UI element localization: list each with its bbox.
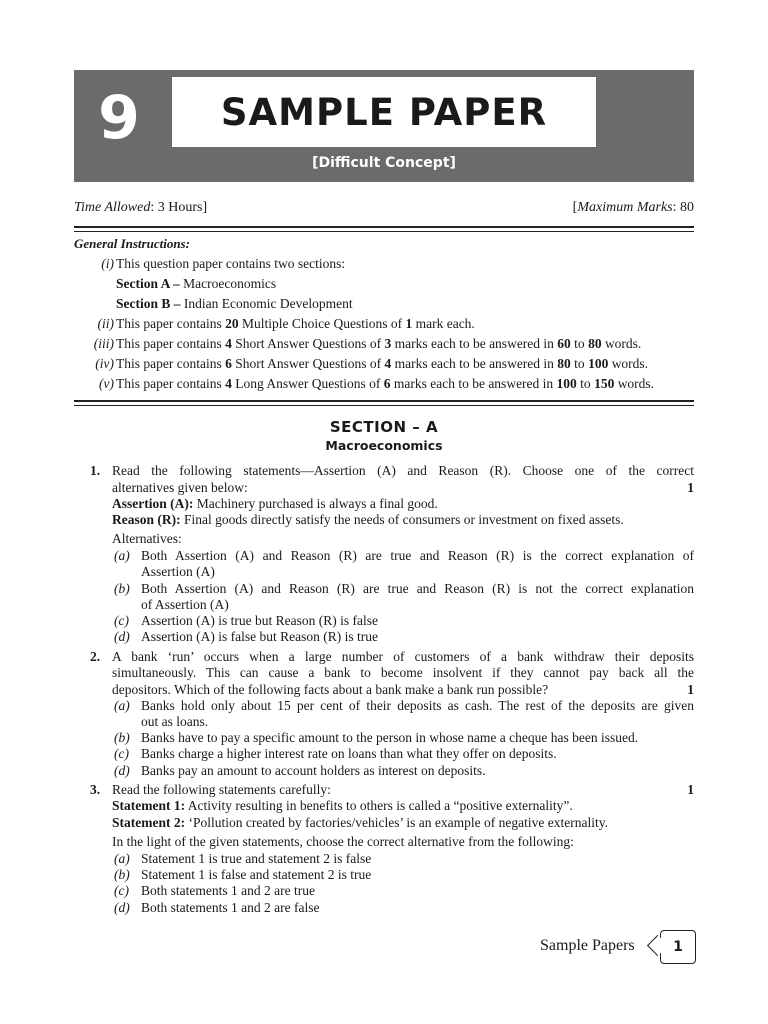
question-1-reason: Reason (R): Final goods directly satisfy the needs of consumers or investment on fixed assets.: [112, 512, 624, 527]
instruction-ii: (ii) This paper contains 20 Multiple Choice Questions of 1 mark each.: [97, 316, 475, 331]
option-letter: (d): [114, 763, 130, 778]
option-letter: (d): [114, 900, 130, 915]
option-text: Both statements 1 and 2 are true: [141, 883, 315, 898]
instruction-i: (i) This question paper contains two sections:: [101, 256, 346, 271]
option-text: Banks pay an amount to account holders as interest on deposits.: [141, 763, 486, 778]
time-allowed: Time Allowed: 3 Hours]: [74, 200, 208, 215]
option-letter: (b): [114, 730, 130, 745]
question-2-line: depositors. Which of the following facts about a bank make a bank run possible?: [112, 682, 549, 697]
question-1-mark: 1: [687, 480, 694, 495]
option-letter: (c): [114, 883, 129, 898]
question-3-number: 3.: [90, 782, 101, 797]
option-text: Statement 1 is false and statement 2 is true: [141, 867, 372, 882]
page-number: 1: [673, 939, 683, 955]
question-1-number: 1.: [90, 463, 101, 478]
question-2-mark: 1: [687, 682, 694, 697]
footer-label: Sample Papers: [540, 937, 635, 954]
question-3-statement-2: Statement 2: ‘Pollution created by factories/vehicles’ is an example of negative externality.: [112, 815, 608, 830]
option-text: Assertion (A): [141, 564, 215, 579]
question-1-line: alternatives given below:: [112, 480, 248, 495]
option-text: Assertion (A) is false but Reason (R) is true: [141, 629, 378, 644]
general-instructions-title: General Instructions:: [74, 236, 190, 251]
question-2-line: simultaneously. This can cause a bank to become insolvent if they cannot pay back all the: [112, 665, 694, 680]
option-letter: (c): [114, 746, 129, 761]
option-text: Banks have to pay a specific amount to the person in whose name a cheque has been issued.: [141, 730, 639, 745]
question-1-alternatives: Alternatives:: [112, 531, 182, 546]
option-letter: (c): [114, 613, 129, 628]
divider-top: [74, 226, 694, 232]
option-text: Statement 1 is true and statement 2 is false: [141, 851, 372, 866]
option-text: out as loans.: [141, 714, 209, 729]
maximum-marks: [Maximum Marks: 80: [572, 200, 694, 215]
page-title: SAMPLE PAPER: [220, 90, 548, 134]
question-3-statement-1: Statement 1: Activity resulting in benefits to others is called a “positive externality”.: [112, 798, 573, 813]
question-2-number: 2.: [90, 649, 101, 664]
option-text: Both Assertion (A) and Reason (R) are true and Reason (R) is not the correct explanation: [141, 581, 694, 596]
option-letter: (a): [114, 548, 130, 563]
option-text: Both statements 1 and 2 are false: [141, 900, 320, 915]
option-text: of Assertion (A): [141, 597, 229, 612]
title-box: [172, 77, 596, 147]
option-letter: (a): [114, 698, 130, 713]
paper-number: 9: [98, 83, 140, 153]
time-marks-row: [74, 200, 694, 220]
option-letter: (d): [114, 629, 130, 644]
question-3-line: In the light of the given statements, choose the correct alternative from the following:: [112, 834, 574, 849]
question-3-mark: 1: [687, 782, 694, 797]
option-text: Banks charge a higher interest rate on loans than what they offer on deposits.: [141, 746, 557, 761]
question-2-line: A bank ‘run’ occurs when a large number of customers of a bank withdraw their deposits: [112, 649, 694, 664]
instruction-section-a: Section A – Macroeconomics: [116, 276, 277, 291]
option-text: Banks hold only about 15 per cent of their deposits as cash. The rest of the deposits are given: [141, 698, 694, 713]
instruction-iv: (iv) This paper contains 6 Short Answer Questions of 4 marks each to be answered in 80 to 100 words.: [95, 356, 649, 371]
instruction-section-b: Section B – Indian Economic Development: [116, 296, 353, 311]
option-letter: (a): [114, 851, 130, 866]
option-letter: (b): [114, 581, 130, 596]
question-1-assertion: Assertion (A): Machinery purchased is always a final good.: [112, 496, 438, 511]
instruction-iii: (iii) This paper contains 4 Short Answer Questions of 3 marks each to be answered in 60 to 80 words.: [93, 336, 642, 351]
option-text: Both Assertion (A) and Reason (R) are true and Reason (R) is the correct explanation of: [141, 548, 694, 563]
question-1-line: Read the following statements—Assertion (A) and Reason (R). Choose one of the correct: [112, 463, 694, 478]
instruction-v: (v) This paper contains 4 Long Answer Questions of 6 marks each to be answered in 100 to 150 words.: [99, 376, 655, 391]
section-subtitle: Macroeconomics: [325, 438, 443, 453]
section-title: SECTION – A: [329, 418, 439, 436]
option-letter: (b): [114, 867, 130, 882]
page-subtitle: [Difficult Concept]: [312, 155, 456, 171]
question-3-line: Read the following statements carefully:: [112, 782, 331, 797]
divider-bottom: [74, 400, 694, 406]
option-text: Assertion (A) is true but Reason (R) is false: [141, 613, 378, 628]
